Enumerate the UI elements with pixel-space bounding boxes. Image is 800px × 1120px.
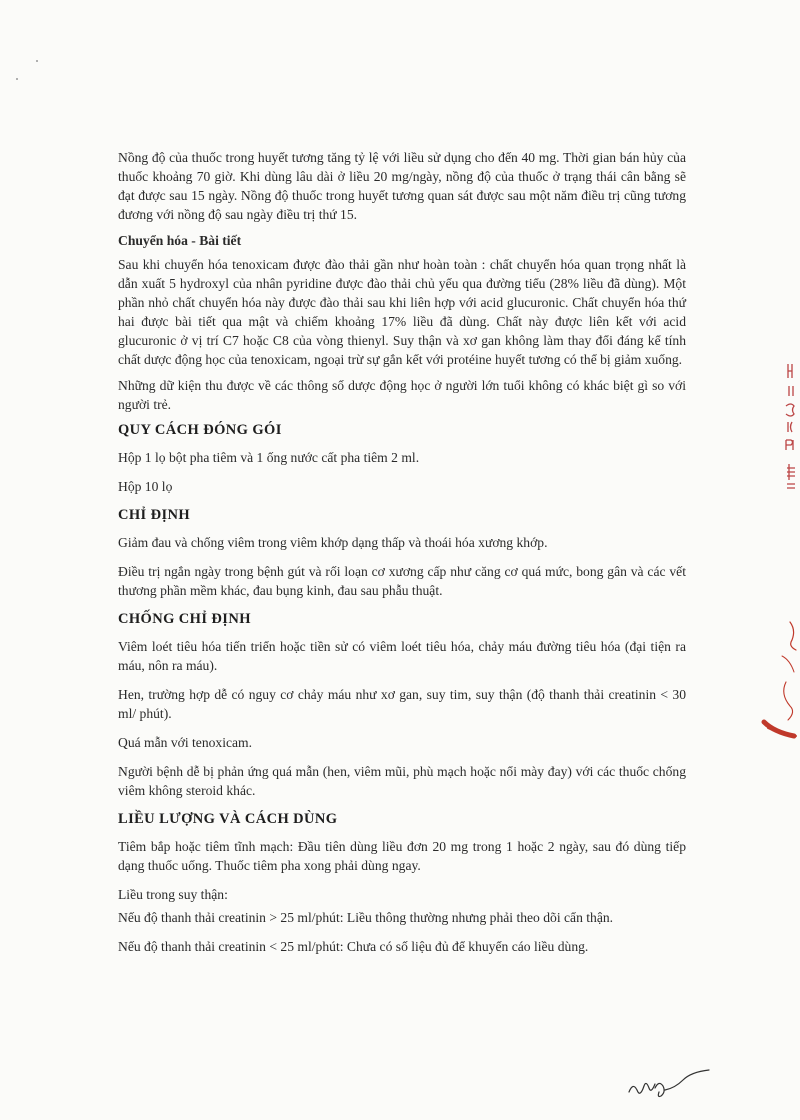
- contraindications-paragraph-2: Hen, trường hợp dễ có nguy cơ chảy máu như xơ gan, suy tim, suy thận (độ thanh thải creatinin < 30 ml/ phút).: [118, 687, 686, 721]
- edge-stamp-glyphs-icon: [776, 360, 798, 540]
- indications-paragraph-1: Giảm đau và chống viêm trong viêm khớp dạng thấp và thoái hóa xương khớp.: [118, 535, 548, 550]
- handwritten-signature-icon: [625, 1068, 715, 1106]
- red-signature-stroke-icon: [760, 612, 800, 752]
- contraindications-paragraph-1: Viêm loét tiêu hóa tiến triển hoặc tiền sử có viêm loét tiêu hóa, chảy máu đường tiêu hóa (đại tiện ra máu, nôn ra máu).: [118, 639, 686, 673]
- packaging-heading: QUY CÁCH ĐÓNG GÓI: [118, 422, 282, 438]
- document-body: [118, 148, 686, 963]
- elderly-paragraph: Những dữ kiện thu được về các thông số dược động học ở người lớn tuổi không có khác biệt gì so với người trẻ.: [118, 378, 686, 412]
- red-signature-stamp-fragment: [760, 612, 800, 752]
- edge-stamp-fragment: [776, 360, 798, 540]
- dosage-paragraph-1: Tiêm bắp hoặc tiêm tĩnh mạch: Đầu tiên dùng liều đơn 20 mg trong 1 hoặc 2 ngày, sau đó dùng tiếp dạng thuốc uống. Thuốc tiêm pha xong phải dùng ngay.: [118, 839, 686, 873]
- packaging-line-2: Hộp 10 lọ: [118, 479, 173, 494]
- metabolism-heading: Chuyển hóa - Bài tiết: [118, 233, 242, 248]
- pk-paragraph-1: Nồng độ của thuốc trong huyết tương tăng tỷ lệ với liều sử dụng cho đến 40 mg. Thời gian bán hủy của thuốc khoảng 70 giờ. Khi dùng lâu dài ở liều 20 mg/ngày, nồng độ của thuốc ở trạng thái cân bằng sẽ đạt được sau 15 ngày. Nồng độ thuốc trong huyết tương quan sát được sau một năm điều trị cũng tương đương với nồng độ sau ngày điều trị thứ 15.: [118, 150, 686, 222]
- dosage-paragraph-3: Nếu độ thanh thải creatinin > 25 ml/phút: Liều thông thường nhưng phải theo dõi cẩn thận.: [118, 910, 614, 925]
- dosage-paragraph-2: Liều trong suy thận:: [118, 887, 228, 902]
- scan-speck: [36, 60, 38, 62]
- indications-paragraph-2: Điều trị ngắn ngày trong bệnh gút và rối loạn cơ xương cấp như căng cơ quá mức, bong gân và các vết thương phần mềm khác, đau bụng kinh, đau sau phẫu thuật.: [118, 564, 686, 598]
- contraindications-paragraph-3: Quá mẫn với tenoxicam.: [118, 735, 253, 750]
- dosage-paragraph-4: Nếu độ thanh thải creatinin < 25 ml/phút: Chưa có số liệu đủ để khuyến cáo liều dùng.: [118, 939, 589, 954]
- packaging-line-1: Hộp 1 lọ bột pha tiêm và 1 ống nước cất pha tiêm 2 ml.: [118, 450, 420, 465]
- metabolism-paragraph: Sau khi chuyển hóa tenoxicam được đào thải gần như hoàn toàn : chất chuyển hóa quan trọng nhất là dẫn xuất 5 hydroxyl của nhân pyridine được đào thải chủ yếu qua đường tiểu (28% liều đã dùng). Một phần nhỏ chất chuyển hóa này được đào thải sau khi liên hợp với acid glucuronic. Chất chuyển hóa thứ hai được bài tiết qua mật và chiếm khoảng 17% liều đã dùng. Chất này được liên kết với acid glucuronic ở vị trí C7 hoặc C8 của vòng thienyl. Suy thận và xơ gan không làm thay đổi đáng kể tính chất dược động học của tenoxicam, ngoại trừ sự gắn kết với protéine huyết tương có thể bị giảm xuống.: [118, 257, 686, 367]
- indications-heading: CHỈ ĐỊNH: [118, 507, 191, 523]
- contraindications-heading: CHỐNG CHỈ ĐỊNH: [118, 611, 251, 627]
- scan-speck: [16, 78, 18, 80]
- contraindications-paragraph-4: Người bệnh dễ bị phản ứng quá mẫn (hen, viêm mũi, phù mạch hoặc nổi mày đay) với các thuốc chống viêm không steroid khác.: [118, 764, 686, 798]
- dosage-heading: LIỀU LƯỢNG VÀ CÁCH DÙNG: [118, 811, 338, 827]
